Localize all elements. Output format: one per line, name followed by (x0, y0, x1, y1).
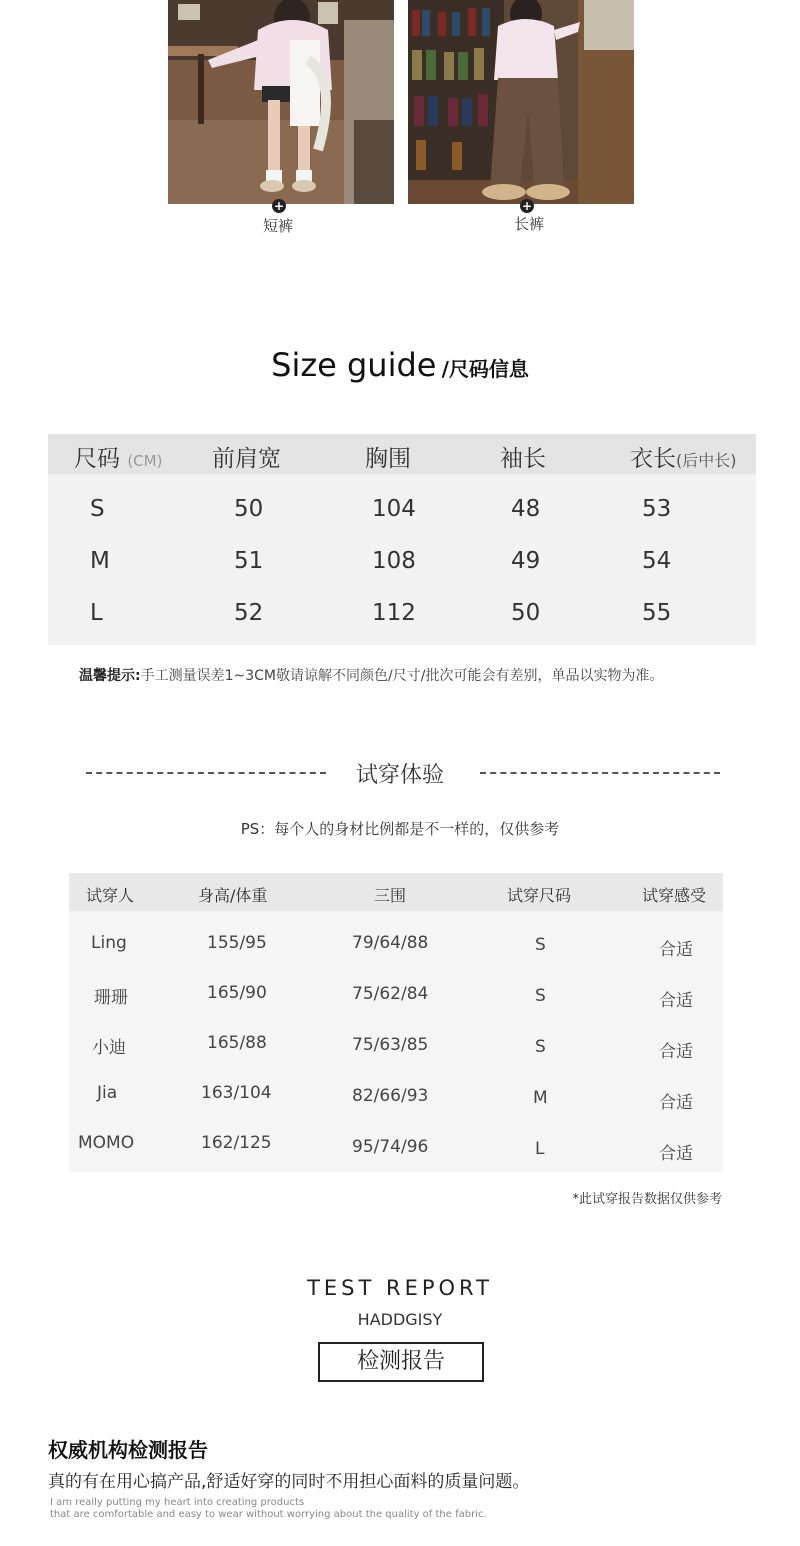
table-cell: 50 (234, 496, 264, 522)
fitting-table (69, 873, 723, 1172)
measurement-tip (79, 665, 663, 685)
product-photo-pants (408, 0, 634, 204)
fitting-header-cell: 身高/体重 (198, 886, 268, 905)
size-guide-title-cn: /尺码信息 (441, 357, 529, 381)
table-cell: S (90, 496, 105, 522)
authority-report-english (50, 1497, 487, 1521)
table-cell: L (535, 1139, 545, 1159)
table-cell: 79/64/88 (352, 933, 429, 953)
size-header-label: 尺码 (74, 446, 120, 472)
size-guide-title (0, 346, 800, 384)
chest-header: 胸围 (365, 446, 411, 472)
fitting-header-cell: 试穿人 (86, 886, 135, 905)
table-cell: 51 (234, 548, 264, 574)
table-cell: 75/62/84 (352, 984, 429, 1004)
product-photo-shorts (168, 0, 394, 204)
table-cell: 合适 (659, 940, 693, 960)
size-table (48, 434, 756, 645)
shoulder-header: 前肩宽 (212, 446, 281, 472)
test-report-title: TEST REPORT (307, 1276, 493, 1300)
table-cell: 合适 (659, 991, 693, 1011)
size-header-unit: (CM) (127, 452, 163, 470)
divider-dashed (480, 772, 720, 774)
table-cell: S (535, 935, 546, 955)
fitting-header-cell: 三围 (374, 886, 407, 905)
table-cell: S (535, 1037, 546, 1057)
fitting-header-cell: 试穿尺码 (507, 886, 572, 905)
authority-report-subtitle: 真的有在用心搞产品,舒适好穿的同时不用担心面料的质量问题。 (48, 1472, 530, 1492)
table-cell: 55 (642, 600, 672, 626)
length-header-note: (后中长) (676, 451, 737, 470)
table-cell: Ling (91, 933, 127, 953)
table-cell: 82/66/93 (352, 1086, 429, 1106)
size-guide-title-en: Size guide (271, 346, 437, 384)
table-cell: 49 (511, 548, 541, 574)
table-cell: 48 (511, 496, 541, 522)
fitting-ps-note: PS：每个人的身材比例都是不一样的，仅供参考 (240, 820, 560, 838)
table-cell: MOMO (78, 1133, 135, 1153)
table-cell: 合适 (659, 1042, 693, 1062)
table-cell: 162/125 (201, 1133, 272, 1153)
photo-caption-pants: 长裤 (514, 215, 545, 233)
fitting-header-cell: 试穿感受 (642, 886, 707, 905)
fitting-title: 试穿体验 (355, 763, 444, 788)
table-cell: 165/88 (207, 1033, 267, 1053)
sleeve-header: 袖长 (500, 446, 546, 472)
authority-report-title: 权威机构检测报告 (48, 1438, 208, 1462)
english-line: that are comfortable and easy to wear without worrying about the quality of the fabric. (50, 1509, 487, 1520)
table-cell: 54 (642, 548, 672, 574)
english-line: I am really putting my heart into creating products (50, 1497, 305, 1508)
fitting-report-note: *此试穿报告数据仅供参考 (572, 1192, 722, 1207)
table-cell: M (90, 548, 110, 574)
table-cell: 50 (511, 600, 541, 626)
table-cell: 小迪 (92, 1038, 126, 1058)
table-cell: L (90, 600, 103, 626)
length-header (630, 440, 737, 473)
plus-icon: + (521, 199, 533, 213)
photo-caption-shorts: 短裤 (263, 217, 294, 235)
table-cell: 95/74/96 (352, 1137, 429, 1157)
table-cell: 珊珊 (94, 988, 128, 1008)
table-cell: 合适 (659, 1144, 693, 1164)
table-cell: 108 (372, 548, 416, 574)
table-cell: 112 (372, 600, 416, 626)
test-report-box: 检测报告 (318, 1342, 484, 1382)
tip-text: 手工测量误差1~3CM敬请谅解不同颜色/尺寸/批次可能会有差别，单品以实物为准。 (140, 668, 664, 684)
plus-icon: + (273, 199, 285, 213)
table-cell: 104 (372, 496, 416, 522)
table-cell: 52 (234, 600, 264, 626)
length-header-label: 衣长 (630, 446, 676, 472)
tip-label: 温馨提示: (79, 668, 141, 684)
size-header (74, 440, 162, 473)
brand-name: HADDGISY (357, 1310, 443, 1329)
table-cell: 53 (642, 496, 672, 522)
table-cell: 163/104 (201, 1083, 272, 1103)
table-cell: 75/63/85 (352, 1035, 429, 1055)
table-cell: 165/90 (207, 983, 267, 1003)
table-cell: Jia (97, 1083, 118, 1103)
table-cell: M (533, 1088, 548, 1108)
table-cell: S (535, 986, 546, 1006)
table-cell: 合适 (659, 1093, 693, 1113)
table-cell: 155/95 (207, 933, 267, 953)
